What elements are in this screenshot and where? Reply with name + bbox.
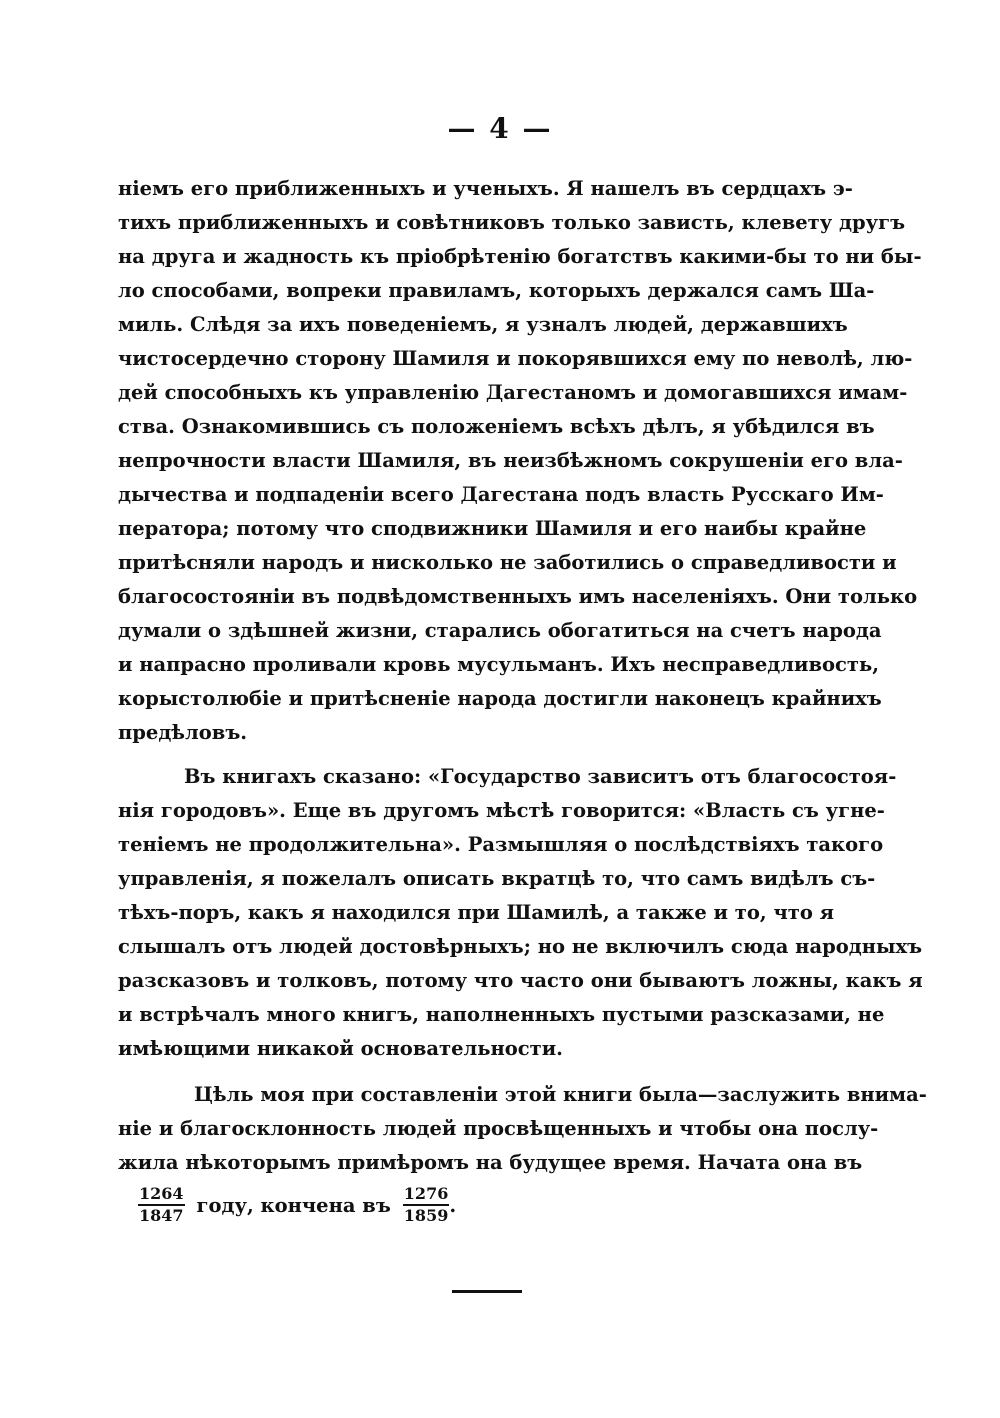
end-date-fraction: [403, 1184, 450, 1226]
date-line: [138, 1184, 456, 1226]
text-line: дей способныхъ къ управленію Дагестаномъ и домогавшихся имам-: [118, 381, 908, 404]
start-gregorian-year: 1847: [139, 1206, 184, 1225]
text-line: думали о здѣшней жизни, старались обогатиться на счетъ народа: [118, 619, 882, 642]
text-line: и напрасно проливали кровь мусульманъ. Ихъ несправедливость,: [118, 653, 879, 676]
text-line: нія городовъ». Еще въ другомъ мѣстѣ говорится: «Власть съ угне-: [118, 799, 885, 822]
text-line: на друга и жадность къ пріобрѣтенію богатствъ какими-бы то ни бы-: [118, 245, 922, 268]
text-line: чистосердечно сторону Шамиля и покорявшихся ему по неволѣ, лю-: [118, 347, 913, 370]
text-line: тихъ приближенныхъ и совѣтниковъ только зависть, клевету другъ: [118, 211, 906, 234]
closing-rule: [452, 1290, 522, 1293]
text-line: тѣхъ-поръ, какъ я находился при Шамилѣ, а также и то, что я: [118, 901, 835, 924]
start-date-fraction: [138, 1184, 185, 1226]
text-line: имѣющими никакой основательности.: [118, 1037, 563, 1060]
text-line: ства. Ознакомившись съ положеніемъ всѣхъ дѣлъ, я убѣдился въ: [118, 415, 875, 438]
text-line: ніемъ его приближенныхъ и ученыхъ. Я нашелъ въ сердцахъ э-: [118, 177, 853, 200]
text-line: непрочности власти Шамиля, въ неизбѣжномъ сокрушеніи его вла-: [118, 449, 903, 472]
text-line: благосостояніи въ подвѣдомственныхъ имъ населеніяхъ. Они только: [118, 585, 918, 608]
text-line: миль. Слѣдя за ихъ поведеніемъ, я узналъ людей, державшихъ: [118, 313, 848, 336]
date-middle-text: году, кончена въ: [196, 1193, 391, 1217]
paragraph-2: [118, 760, 923, 1066]
text-line: и встрѣчалъ много книгъ, наполненныхъ пустыми разсказами, не: [118, 1003, 885, 1026]
text-line: жила нѣкоторымъ примѣромъ на будущее время. Начата она въ: [118, 1151, 863, 1174]
text-line: корыстолюбіе и притѣсненіе народа достигли наконецъ крайнихъ: [118, 687, 882, 710]
text-line: управленія, я пожелалъ описать вкратцѣ то, что самъ видѣлъ съ-: [118, 867, 876, 890]
text-line: ніе и благосклонность людей просвѣщенныхъ и чтобы она послу-: [118, 1117, 879, 1140]
text-line: притѣсняли народъ и нисколько не заботились о справедливости и: [118, 551, 897, 574]
end-hijri-year: 1276: [403, 1184, 450, 1206]
text-line: слышалъ отъ людей достовѣрныхъ; но не включилъ сюда народныхъ: [118, 935, 923, 958]
text-line: ператора; потому что сподвижники Шамиля и его наибы крайне: [118, 517, 867, 540]
paragraph-3: [118, 1078, 927, 1180]
text-line: теніемъ не продолжительна». Размышляя о послѣдствіяхъ такого: [118, 833, 884, 856]
end-gregorian-year: 1859: [403, 1206, 449, 1225]
text-line: разсказовъ и толковъ, потому что часто они бываютъ ложны, какъ я: [118, 969, 923, 992]
page-number: — 4 —: [447, 112, 553, 145]
paragraph-1: [118, 172, 922, 750]
start-hijri-year: 1264: [138, 1184, 185, 1206]
text-line: ло способами, вопреки правиламъ, которыхъ держался самъ Ша-: [118, 279, 875, 302]
text-line: Цѣль моя при составленіи этой книги была—заслужить внима-: [194, 1083, 927, 1106]
text-line: предѣловъ.: [118, 721, 248, 744]
text-line: дычества и подпаденіи всего Дагестана подъ власть Русскаго Им-: [118, 483, 884, 506]
date-end-punct: .: [449, 1193, 457, 1217]
text-line: Въ книгахъ сказано: «Государство зависитъ отъ благосостоя-: [184, 765, 897, 788]
